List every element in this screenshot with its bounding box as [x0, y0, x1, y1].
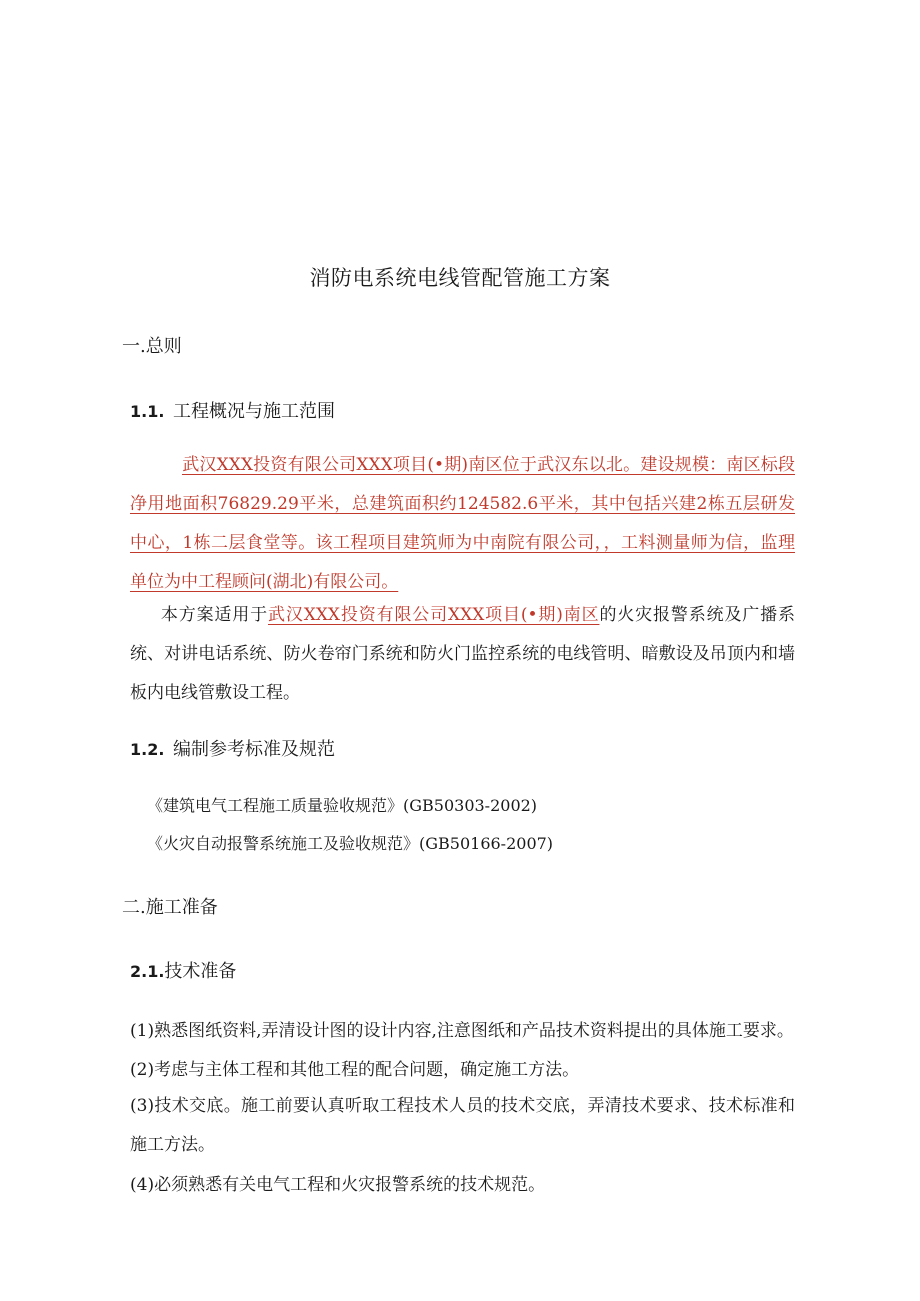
- section-2-heading: 二.施工准备: [122, 897, 218, 918]
- section-number: 1.2.: [130, 740, 165, 759]
- overview-paragraph: [130, 446, 795, 602]
- scope-paragraph: [130, 596, 795, 713]
- section-1-2-heading: [130, 735, 335, 761]
- document-title: 消防电系统电线管配管施工方案: [309, 266, 611, 290]
- section-title: 编制参考标准及规范: [173, 739, 335, 760]
- list-item: (2)考虑与主体工程和其他工程的配合问题，确定施工方法。: [130, 1060, 580, 1080]
- scope-project: 武汉XXX投资有限公司XXX项目(•期)南区: [268, 605, 600, 625]
- list-item: (1)熟悉图纸资料,弄清设计图的设计内容,注意图纸和产品技术资料提出的具体施工要求。: [130, 1021, 794, 1041]
- section-1-1-heading: [130, 397, 335, 423]
- reference-item: 《火灾自动报警系统施工及验收规范》(GB50166-2007): [147, 834, 554, 853]
- section-title: 工程概况与施工范围: [173, 401, 335, 422]
- section-title: 技术准备: [164, 961, 237, 982]
- section-number: 1.1.: [130, 402, 165, 421]
- scope-suffix: 的火灾报警系统及广播系统、对讲电话系统、防火卷帘门系统和防火门监控系统的电线管明、暗敷设及吊顶内和墙板内电线管敷设工程。: [130, 605, 796, 703]
- section-number: 2.1.: [130, 962, 165, 981]
- list-item: (3)技术交底。施工前要认真听取工程技术人员的技术交底，弄清技术要求、技术标准和施工方法。: [130, 1096, 795, 1155]
- section-2-1-heading: [130, 957, 236, 983]
- reference-item: 《建筑电气工程施工质量验收规范》(GB50303-2002): [147, 796, 538, 815]
- overview-text: 武汉XXX投资有限公司XXX项目(•期)南区位于武汉东以北。建设规模：南区标段净用地面积76829.29平米，总建筑面积约124582.6平米，其中包括兴建2栋五层研发中心，1栋二层食堂等。该工程项目建筑师为中南院有限公司，，工料测量师为信，监理单位为中工程顾问(湖北)有限公司。: [130, 455, 795, 592]
- scope-prefix: 本方案适用于: [160, 605, 268, 625]
- section-1-heading: 一.总则: [122, 336, 182, 357]
- list-item: (4)必须熟悉有关电气工程和火灾报警系统的技术规范。: [130, 1175, 546, 1195]
